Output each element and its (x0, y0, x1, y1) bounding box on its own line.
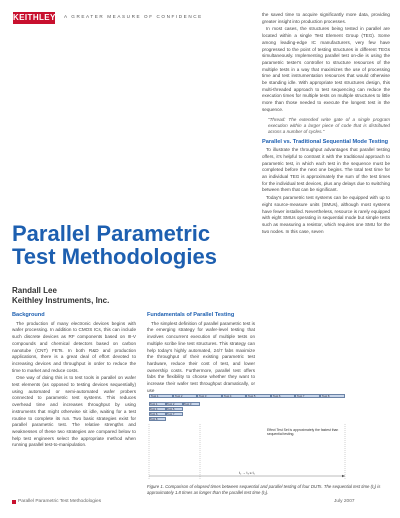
author-affiliation: Keithley Instruments, Inc. (12, 296, 110, 305)
section-heading: Background (12, 312, 45, 318)
segment-label: Test 2 (175, 394, 183, 398)
figure-caption: Figure 1. Comparison of elapsed times between sequential and parallel testing of four DUTs. The sequential test time (t₁) is approximately 1.8 times as longer than the parallel test time (t₂). (147, 484, 381, 495)
footer-marker (12, 500, 16, 504)
paragraph: To illustrate the throughput advantages that parallel testing offers, it's helpful to contrast it with the traditional approach to parametric test, in which each test in the sequence must be completed before the next one begins. The total test time for an individual TEG is approximately the sum of the test times for the individual test devices, plus any delays due to switching between them that can be significant. (262, 147, 390, 193)
author-name: Randall Lee (12, 286, 57, 295)
article-title (12, 222, 242, 268)
segment-label: Test 7 (167, 412, 175, 416)
paragraph: The production of many electronic devices begins with wafer processing. In addition to CMOS ICs, this can include such discrete devices as RF components based on III-V compounds and chemical detectors based on carbon nanotube (CNT) FETs. In both R&D and production applications, there is a great deal of effort devoted to increasing devices and throughput in order to reduce the time to market and reduce costs. (12, 320, 136, 373)
segment-label: Test 7 (297, 394, 305, 398)
segment-label: Test 8 (150, 417, 158, 421)
segment-label: Test 1 (151, 394, 159, 398)
segment-label: Test 6 (273, 394, 281, 398)
segment-label: Test 4 (224, 394, 232, 398)
footer-date: July 2007 (334, 499, 355, 504)
column-left (12, 312, 136, 450)
footer-title: Parallel Parametric Test Methodologies (18, 499, 102, 504)
segment-label: Test 4 (150, 407, 158, 411)
timing-lines (147, 424, 391, 480)
paragraph: In most cases, the structures being tested in parallel are located within a single Test Element Group (TEG). Some among leading-edge IC manufacturers, very few have progressed to the point of testing structures in different TEGs simultaneously. Implementing parallel test on-die is using the parametric tester's controller to structure resources of the multiple tests in a way that maximizes the use of processing time and test instrumentation resources that would otherwise be standing idle. With appropriate test structures design, this multi-threaded approach to test sequencing can reduce the execution times for multiple tests on multiple structures to little more than those needed to execute the longest test in the sequence. (262, 26, 390, 112)
column-middle (147, 312, 255, 395)
paragraph: Today's parametric test systems can be equipped with up to eight source-measure units (SMUs), although most systems have fewer installed. Nevertheless, resource is rarely equipped with eight SMUs operating in sequential mode but simple tests such as measuring a resistor, which requires one SMU for the two nodes. In this case, seven (262, 195, 390, 234)
paragraph: The simplest definition of parallel parametric test is the emerging strategy for wafer-level testing that involves concurrent execution of multiple tests on multiple scribe line test structures. This strategy can help today's highly automated, 24/7 fabs maximize the throughput of their existing parametric test hardware, reduce their cost of test, and lower ownership costs. Furthermore, parallel test offers fabs the flexibility to choose whether they want to increase their wafer test throughput dramatically, or use (147, 320, 255, 393)
segment-label: Test 1 (150, 402, 158, 406)
axis-label: t₂ → t₃ ≤ t₁ (239, 471, 255, 475)
section-heading: Fundamentals of Parallel Testing (147, 312, 235, 318)
segment-label: Test 2 (167, 402, 175, 406)
paragraph: One way of doing this is to test tools in parallel on wafer test elements (as opposed to testing devices sequentially) using automated or semi-automated wafer probers connected to parametric test systems. This reduces overhead time and increases throughput by using instruments that might otherwise sit idle, waiting for a test routine to complete its run. Two basic strategies exist for parallel parametric test. The relative strengths and weaknesses of these two strategies are compared below to help test engineers select the appropriate method when running parallel test-to-manipulation. (12, 375, 136, 448)
paragraph: the saved time to acquire significantly more data, providing greater insight into production processes. (262, 12, 390, 24)
title-line: Test Methodologies (12, 244, 217, 269)
segment-label: Test 3 (184, 402, 192, 406)
pull-quote: "Thread: The extended write gate of a single program execution within a larger piece of code that is distributed across a number of cycles." (268, 116, 390, 134)
section-heading: Parallel vs. Traditional Sequential Mode Testing (262, 138, 389, 145)
figure-timing-diagram (147, 394, 391, 480)
segment-label: Test 5 (167, 407, 175, 411)
segment-label: Test 5 (248, 394, 256, 398)
column-right-top (262, 12, 390, 236)
segment-label: Test 6 (150, 412, 158, 416)
keithley-logo: KEITHLEY (13, 13, 56, 22)
segment-label: Test 3 (199, 394, 207, 398)
tagline: A GREATER MEASURE OF CONFIDENCE (64, 14, 203, 19)
figure-note: Effect Test Set is approximately the fastest than sequential testing. (267, 428, 339, 437)
segment-label: Test 8 (322, 394, 330, 398)
title-line: Parallel Parametric (12, 221, 211, 246)
